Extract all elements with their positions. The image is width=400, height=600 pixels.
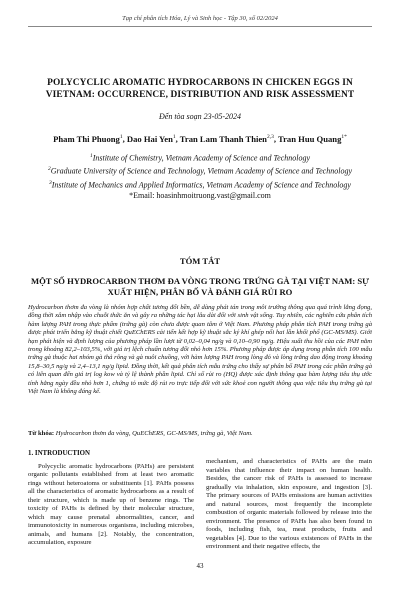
keywords <box>28 430 372 438</box>
journal-header: Tạp chí phân tích Hóa, Lý và Sinh học - Tập 30, số 02/2024 <box>122 15 278 22</box>
author-name: Tran Lam Thanh Thien <box>179 134 267 144</box>
affiliation-sup: 3 <box>49 179 52 186</box>
author-sup: 1 <box>172 134 176 141</box>
author-list: Pham Thi Phuong$^1$, Dao Hai Yen$^1$, Tran Lam Thanh Thien$^{2,3}$, Tran Huu Quang$^{1*}$ <box>53 134 347 144</box>
affiliations <box>40 151 360 201</box>
page-number: 43 <box>196 562 204 570</box>
affiliation-text: Institute of Chemistry, Vietnam Academy of Science and Technology <box>92 153 311 163</box>
article-title: POLYCYCLIC AROMATIC HYDROCARBONS IN CHICKEN EGGS IN VIETNAM: OCCURRENCE, DISTRIBUTION AND RISK ASSESSMENT <box>45 78 355 100</box>
keywords-label: Từ khóa: <box>28 430 55 437</box>
author-sup: 1 <box>119 134 123 141</box>
affiliation <box>40 151 360 164</box>
author-name: Pham Thi Phuong <box>53 134 120 144</box>
body-column-left <box>28 450 194 548</box>
affiliation-sup: 2 <box>47 166 51 173</box>
header-rule <box>28 26 372 27</box>
abstract-text: Hydrocarbon thơm đa vòng là nhóm hợp chất tương đối bền, dễ dàng phát tán trong môi trường thông qua quá trình lắng đọng, đồng thời xâm nhập vào chuỗi thức ăn và gây ra những tác hại lâu dài đối với sinh vật sống. Tuy nhiên, các nghiên cứu phân tích hàm lượng PAH trong thực phẩm (trứng gà) còn chưa được quan tâm ở Việt Nam. Phương pháp phân tích PAH trong trứng gà được phát triển bằng kỹ thuật chiết QuEChERS cải tiến kết hợp kỹ thuật sắc ký khí ghép nối hai lần khối phổ (GC-MS/MS). Giới hạn phát hiện và định lượng của phương pháp lần lượt từ 0,02–0,04 ng/g và 0,10–0,90 ng/g. Hiệu suất thu hồi của các PAH nằm trong khoảng 82,2–103,5%, với giá trị lệch chuẩn tương đối nhỏ hơn 15%. Phương pháp được áp dụng trong phân tích 100 mẫu trứng gà thuộc hai nhóm gà thả rông và gà nuôi chuồng, với hàm lượng PAH trong lòng đỏ và lòng trắng dao động trong khoảng 15,8–30,5 ng/g và 2,4–13,1 ng/g lipid. Đồng thời, kết quả phân tích mẫu trứng cho thấy sự phân bố PAH trong các phần trứng gà có liên quan đến giá trị log kow và tỷ lệ thành phần lipid. Chỉ số rủi ro (HQ) được xác định thông qua hàm lượng tiêu thụ ước tính hằng ngày đều nhỏ hơn 1, chứng tỏ mức độ rủi ro trực tiếp đối với sức khoẻ con người thông qua việc tiêu thụ trứng gà tại Việt Nam là không đáng kể. <box>28 304 372 396</box>
section-heading: 1. INTRODUCTION <box>28 450 91 457</box>
vietnamese-title: MỘT SỐ HYDROCARBON THƠM ĐA VÒNG TRONG TRỨNG GÀ TẠI VIỆT NAM: SỰ XUẤT HIỆN, PHÂN BỐ VÀ ĐÁNH GIÁ RỦI RO <box>30 276 370 297</box>
author-name: Dao Hai Yen <box>126 134 173 144</box>
received-date: Đến tòa soạn 23-05-2024 <box>159 112 241 121</box>
affiliation-text: Institute of Mechanics and Applied Informatics, Vietnam Academy of Science and Technology <box>51 180 351 190</box>
author-sup: 2,3 <box>266 134 274 141</box>
author-sup: 1* <box>341 134 347 141</box>
affiliation-sup: 1 <box>89 153 93 159</box>
affiliation <box>40 164 360 177</box>
keywords-text: Hydrocarbon thơm đa vòng, QuEChERS, GC-MS/MS, trứng gà, Việt Nam. <box>55 430 253 437</box>
summary-heading: TÓM TẮT <box>179 256 221 266</box>
affiliation-text: Graduate University of Science and Technology, Vietnam Academy of Science and Technology <box>50 166 352 176</box>
body-column-right <box>206 458 372 552</box>
body-paragraph: Polycyclic aromatic hydrocarbons (PAHs) are persistent organic pollutants established from at least two aromatic rings without heteroatoms or substituents [1]. PAHs possess all the characteristics of aromatic hydrocarbons as a result of their structure, which is made up of benzene rings. The toxicity of PAHs is defined by their molecular structure, which may cause prenatal abnormalities, cancer, and immunotoxicity in numerous organisms, including microbes, animals, and humans [2]. Notably, the concentration, accumulation, exposure <box>28 462 194 547</box>
corresponding-email[interactable]: *Email: hoasinhmoitruong.vast@gmail.com <box>129 190 271 200</box>
affiliation <box>40 178 360 191</box>
author-name: Tran Huu Quang <box>278 134 342 144</box>
body-paragraph: mechanism, and characteristics of PAHs are the main variables that influence their impact on human health. Besides, the cancer risk of PAHs is assessed to increase gradually via inhalation, skin exposure, and ingestion [3]. The primary sources of PAHs emissions are human activities and natural sources, most frequently the incomplete combustion of organic materials followed by release into the environment. The presence of PAHs has also been found in foods, including fish, tea, meat products, fruits and vegetables [4]. Due to the various existences of PAHs in the environment and their negative effects, the <box>206 458 372 551</box>
